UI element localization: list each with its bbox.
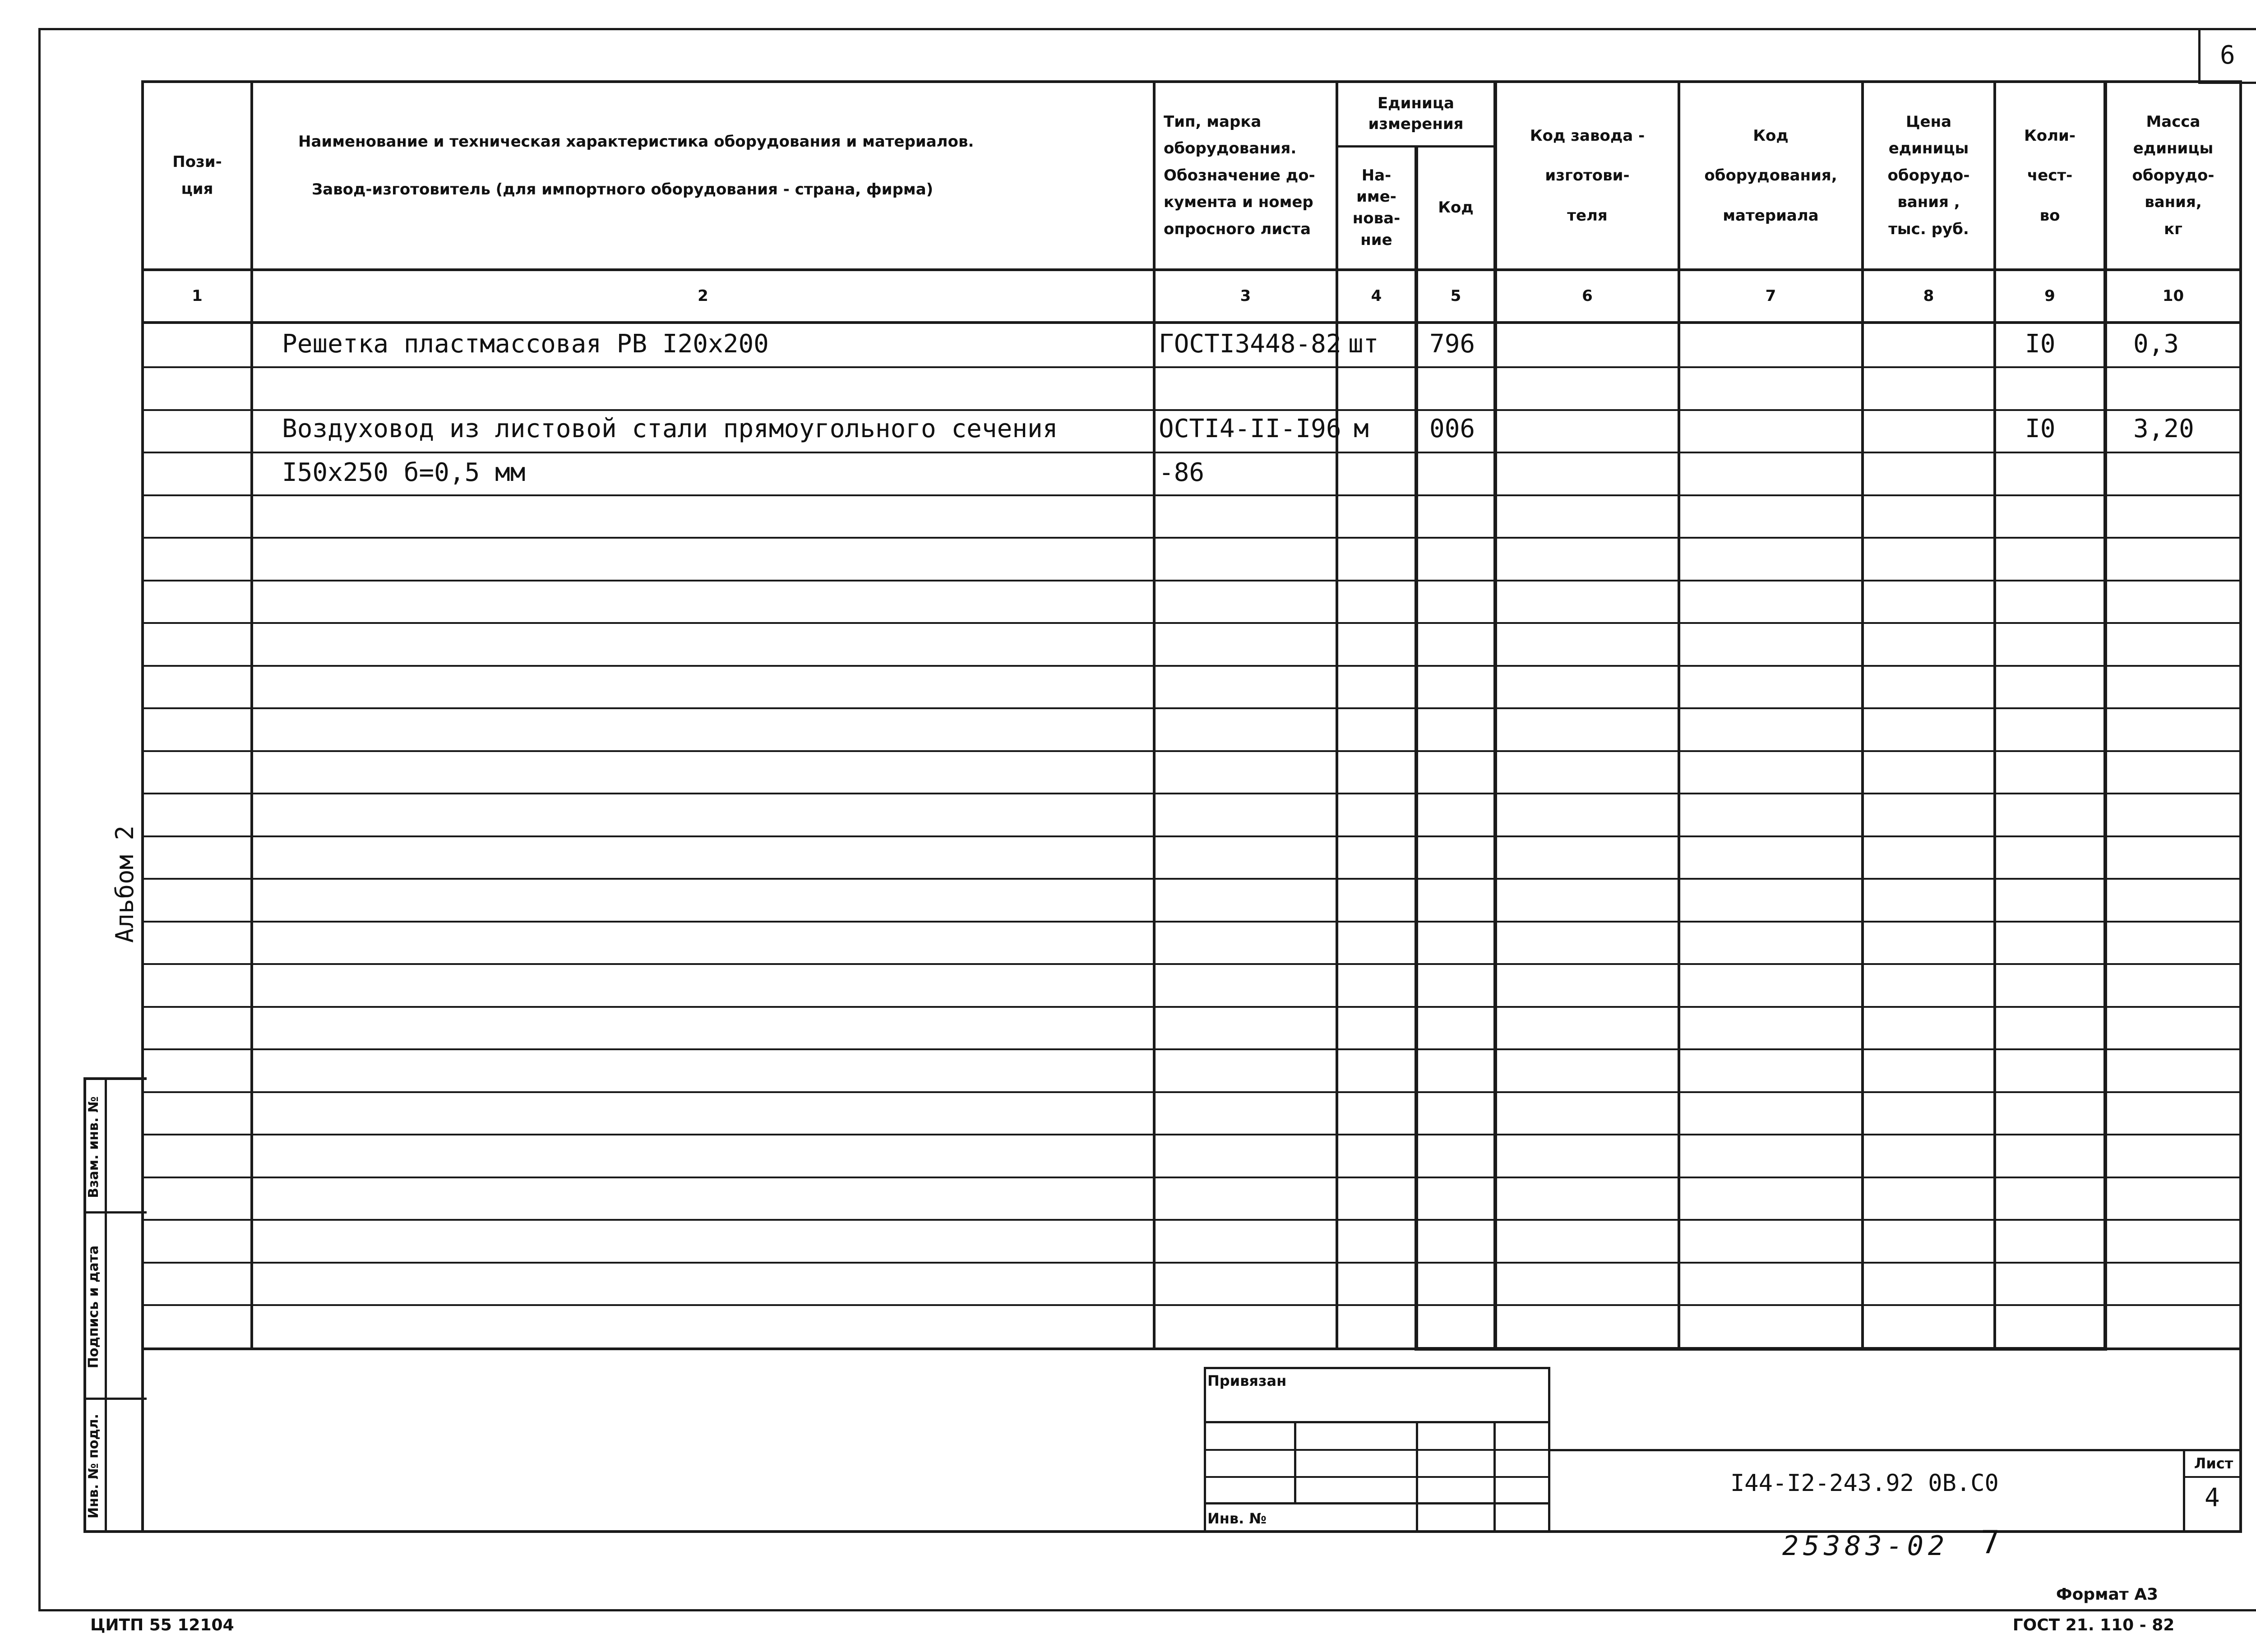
row-3-name: Воздуховод из листовой стали прямоугольного сечения bbox=[282, 414, 1058, 443]
row-line bbox=[141, 963, 2242, 965]
stamp-line-1 bbox=[83, 1211, 147, 1214]
row-4-name: I50x250 б=0,5 мм bbox=[282, 458, 526, 487]
sheet-number: 4 bbox=[2205, 1483, 2220, 1513]
handwritten-number: 25383-02 bbox=[1782, 1530, 1949, 1562]
header-equipment-code: Код оборудования, материала bbox=[1704, 126, 1837, 225]
sheet-box-line bbox=[2183, 1476, 2242, 1478]
row-3-mass: 3,20 bbox=[2133, 414, 2194, 443]
privyazan-line-1 bbox=[1204, 1421, 1550, 1423]
row-line bbox=[141, 1262, 2242, 1264]
header-unit-code: Код bbox=[1438, 198, 1474, 217]
row-1-name: Решетка пластмассовая РВ I20x200 bbox=[282, 329, 769, 359]
row-line bbox=[141, 793, 2242, 794]
handwritten-page: 7 bbox=[1981, 1524, 2000, 1561]
row-line bbox=[141, 452, 2242, 453]
row-line bbox=[141, 1048, 2242, 1050]
privyazan-line-2 bbox=[1204, 1449, 1550, 1451]
citp-label: ЦИТП 55 12104 bbox=[90, 1615, 234, 1634]
stamp-line-2 bbox=[83, 1398, 147, 1400]
row-3-unit: м bbox=[1354, 414, 1369, 443]
colnum-4: 4 bbox=[1371, 286, 1382, 305]
album-label: Альбом 2 bbox=[111, 825, 139, 943]
privyazan-col-1 bbox=[1294, 1421, 1296, 1502]
row-line bbox=[141, 835, 2242, 837]
header-name-line1: Наименование и техническая характеристика оборудования и материалов. bbox=[298, 133, 974, 151]
colnum-8: 8 bbox=[1923, 286, 1934, 305]
row-line bbox=[141, 921, 2242, 923]
row-3-qty: I0 bbox=[2025, 414, 2056, 443]
row-line bbox=[141, 580, 2242, 581]
header-unit-group: Единица измерения bbox=[1368, 94, 1464, 133]
colnum-3: 3 bbox=[1240, 286, 1251, 305]
colnum-6: 6 bbox=[1582, 286, 1593, 305]
privyazan-line-4 bbox=[1204, 1502, 1550, 1504]
row-3-code: 006 bbox=[1429, 414, 1475, 443]
colnum-5: 5 bbox=[1450, 286, 1461, 305]
privyazan-label: Привязан bbox=[1207, 1372, 1287, 1389]
sheet-label: Лист bbox=[2194, 1455, 2233, 1472]
row-1-doc: ГОСТI3448-82 bbox=[1159, 329, 1341, 359]
row-4-doc: -86 bbox=[1159, 458, 1205, 487]
row-line bbox=[141, 707, 2242, 709]
header-mass: Масса единицы оборудо- вания, кг bbox=[2132, 112, 2214, 238]
row-1-mass: 0,3 bbox=[2133, 329, 2179, 359]
header-plant-code: Код завода - изготови- теля bbox=[1530, 126, 1645, 225]
row-line bbox=[141, 1219, 2242, 1221]
privyazan-line-3 bbox=[1204, 1476, 1550, 1478]
col-line-9 bbox=[2103, 80, 2107, 1350]
header-unit-name: На- име- нова- ние bbox=[1352, 166, 1401, 249]
stamp-sign-date: Подпись и дата bbox=[85, 1245, 102, 1369]
colnum-bottom-line bbox=[141, 321, 2242, 324]
header-price: Цена единицы оборудо- вания , тыс. руб. bbox=[1887, 112, 1970, 238]
privyazan-col-3 bbox=[1493, 1421, 1496, 1533]
row-line bbox=[141, 1177, 2242, 1178]
row-line bbox=[141, 1304, 2242, 1306]
corner-page-number: 6 bbox=[2220, 41, 2235, 70]
row-line bbox=[141, 409, 2242, 411]
header-position: Пози- ция bbox=[172, 153, 222, 198]
inv-no-label: Инв. № bbox=[1207, 1510, 1267, 1527]
format-label: Формат А3 bbox=[2056, 1585, 2159, 1604]
privyazan-col-2 bbox=[1416, 1421, 1418, 1533]
col-line-4 bbox=[1415, 145, 1418, 1350]
designation: I44-I2-243.92 0В.С0 bbox=[1730, 1470, 1999, 1497]
row-1-code: 796 bbox=[1429, 329, 1475, 359]
header-type-doc: Тип, марка оборудования. Обозначение до- кумента и номер опросного листа bbox=[1164, 112, 1315, 238]
header-quantity: Коли- чест- во bbox=[2024, 126, 2076, 225]
row-line bbox=[141, 1006, 2242, 1008]
header-name-line2: Завод-изготовитель (для импортного оборудования - страна, фирма) bbox=[312, 180, 934, 199]
gost-label: ГОСТ 21. 110 - 82 bbox=[2012, 1615, 2175, 1634]
row-1-qty: I0 bbox=[2025, 329, 2056, 359]
colnum-9: 9 bbox=[2044, 286, 2055, 305]
row-line bbox=[141, 1134, 2242, 1135]
table-body-bottom bbox=[141, 1347, 2242, 1350]
stamp-inv-podl: Инв. № подл. bbox=[85, 1413, 102, 1519]
colnum-1: 1 bbox=[192, 286, 203, 305]
designation-top-line bbox=[1550, 1449, 2242, 1451]
colnum-10: 10 bbox=[2162, 286, 2184, 305]
row-1-unit: шт bbox=[1348, 329, 1379, 359]
row-line bbox=[141, 1091, 2242, 1093]
colnum-2: 2 bbox=[698, 286, 708, 305]
row-line bbox=[141, 622, 2242, 624]
row-line bbox=[141, 366, 2242, 368]
stamp-inv-zam: Взам. инв. № bbox=[85, 1096, 102, 1198]
col-line-5 bbox=[1493, 80, 1497, 1350]
colnum-7: 7 bbox=[1765, 286, 1776, 305]
row-line bbox=[141, 537, 2242, 539]
row-3-doc: ОСТI4-II-I96 bbox=[1159, 414, 1341, 443]
row-line bbox=[141, 750, 2242, 752]
row-line bbox=[141, 665, 2242, 667]
row-line bbox=[141, 878, 2242, 880]
row-line bbox=[141, 494, 2242, 496]
